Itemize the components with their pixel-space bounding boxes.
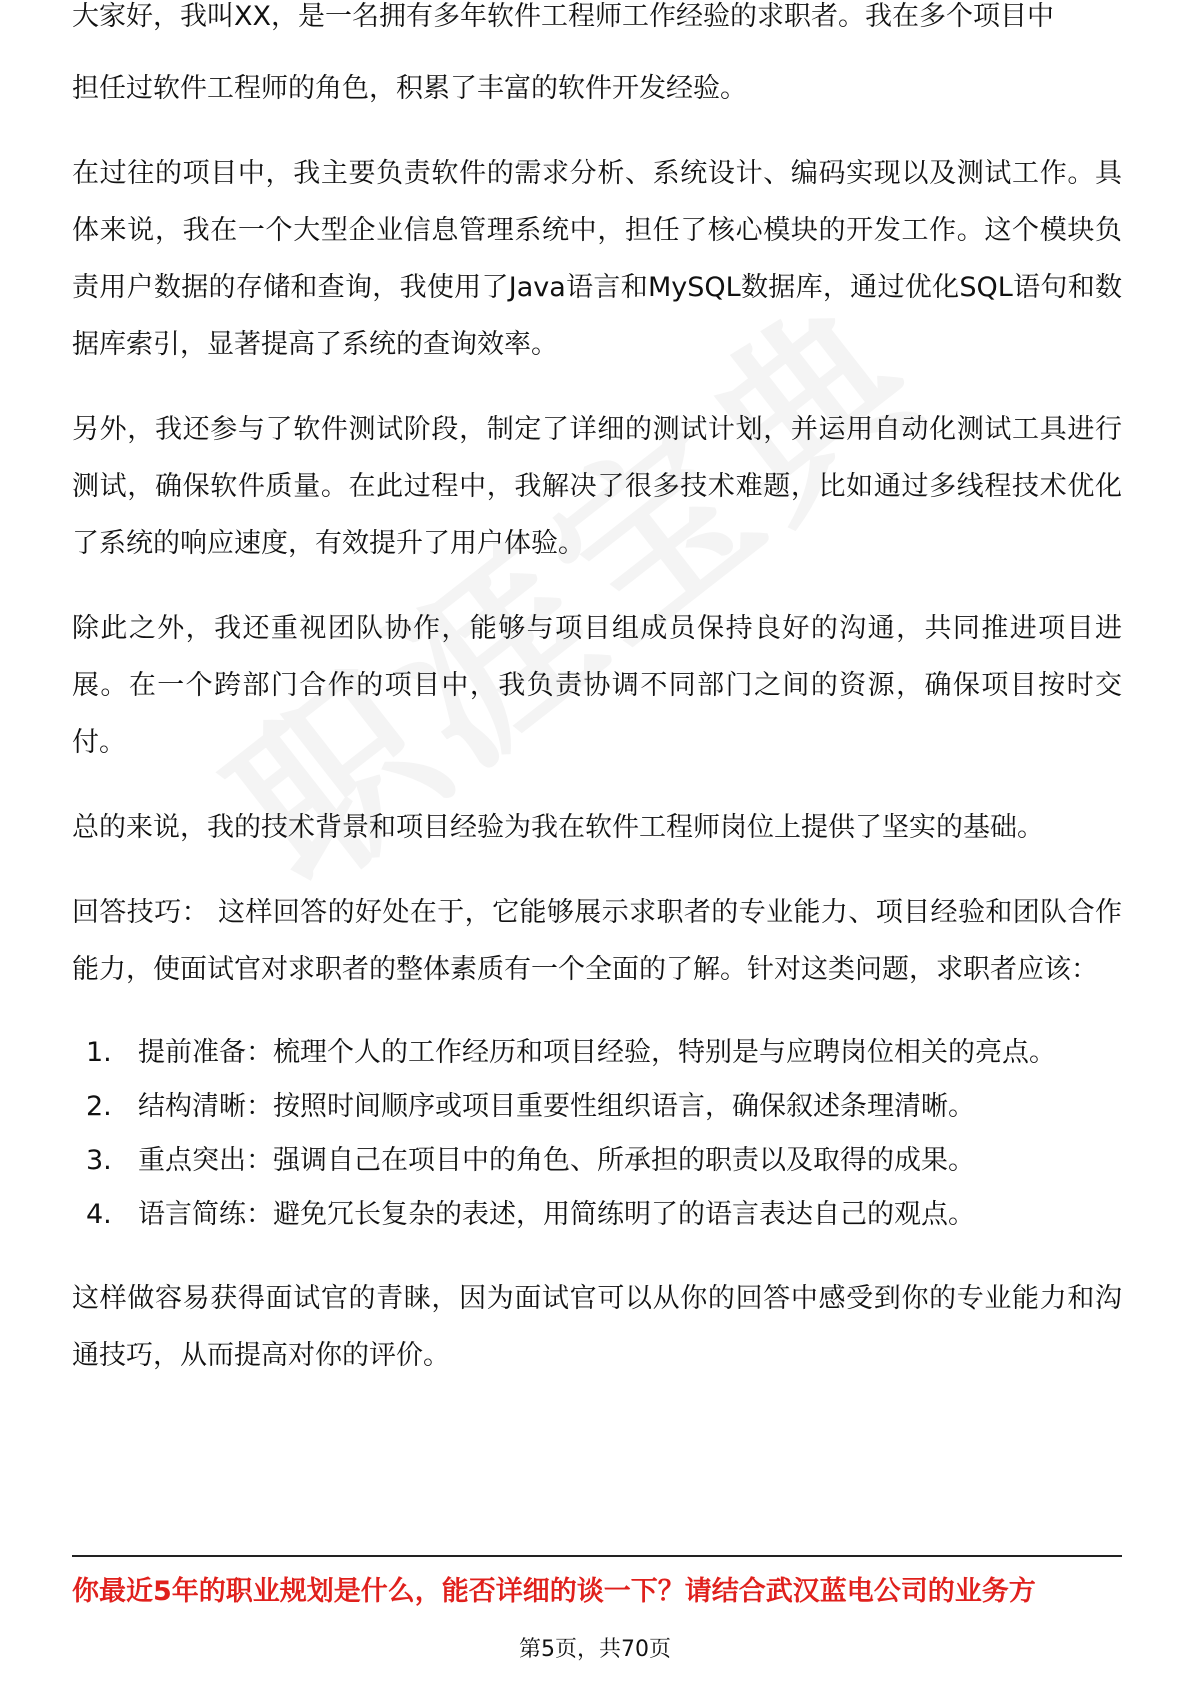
next-question-heading: 你最近5年的职业规划是什么，能否详细的谈一下？请结合武汉蓝电公司的业务方	[72, 1576, 1036, 1607]
answer-tips-intro: 回答技巧： 这样回答的好处在于，它能够展示求职者的专业能力、项目经验和团队合作能力，使面试官对求职者的整体素质有一个全面的了解。针对这类问题，求职者应该：	[72, 897, 1122, 985]
list-item-number: 2.	[86, 1091, 112, 1122]
list-item	[72, 1134, 1122, 1188]
list-item	[72, 1026, 1122, 1080]
tips-list	[72, 1026, 1122, 1242]
top-cut-line	[72, 1, 1122, 60]
paragraph-2: 在过往的项目中，我主要负责软件的需求分析、系统设计、编码实现以及测试工作。具体来说，我在一个大型企业信息管理系统中，担任了核心模块的开发工作。这个模块负责用户数据的存储和查询，我使用了Java语言和MySQL数据库，通过优化SQL语句和数据库索引，显著提高了系统的查询效率。	[72, 158, 1122, 360]
paragraph-3: 另外，我还参与了软件测试阶段，制定了详细的测试计划，并运用自动化测试工具进行测试，确保软件质量。在此过程中，我解决了很多技术难题，比如通过多线程技术优化了系统的响应速度，有效提升了用户体验。	[72, 414, 1122, 559]
paragraph-5: 总的来说，我的技术背景和项目经验为我在软件工程师岗位上提供了坚实的基础。	[72, 812, 1044, 843]
top-cut-text: 大家好，我叫XX，是一名拥有多年软件工程师工作经验的求职者。我在多个项目中	[72, 1, 1054, 32]
answer-content	[72, 60, 1122, 1412]
list-item-number: 4.	[86, 1199, 112, 1230]
section-divider	[72, 1555, 1122, 1557]
list-item-text: 提前准备：梳理个人的工作经历和项目经验，特别是与应聘岗位相关的亮点。	[138, 1037, 1056, 1068]
list-item-text: 结构清晰：按照时间顺序或项目重要性组织语言，确保叙述条理清晰。	[138, 1091, 975, 1122]
list-item-text: 重点突出：强调自己在项目中的角色、所承担的职责以及取得的成果。	[138, 1145, 975, 1176]
paragraph-1: 担任过软件工程师的角色，积累了丰富的软件开发经验。	[72, 73, 747, 104]
list-item	[72, 1080, 1122, 1134]
list-item-number: 1.	[86, 1037, 112, 1068]
list-item-text: 语言简练：避免冗长复杂的表述，用简练明了的语言表达自己的观点。	[138, 1199, 975, 1230]
page-number-footer: 第5页，共70页	[519, 1637, 671, 1662]
list-item-number: 3.	[86, 1145, 112, 1176]
list-item	[72, 1188, 1122, 1242]
closing-paragraph: 这样做容易获得面试官的青睐，因为面试官可以从你的回答中感受到你的专业能力和沟通技巧，从而提高对你的评价。	[72, 1283, 1122, 1371]
paragraph-4: 除此之外，我还重视团队协作，能够与项目组成员保持良好的沟通，共同推进项目进展。在一个跨部门合作的项目中，我负责协调不同部门之间的资源，确保项目按时交付。	[72, 613, 1122, 758]
